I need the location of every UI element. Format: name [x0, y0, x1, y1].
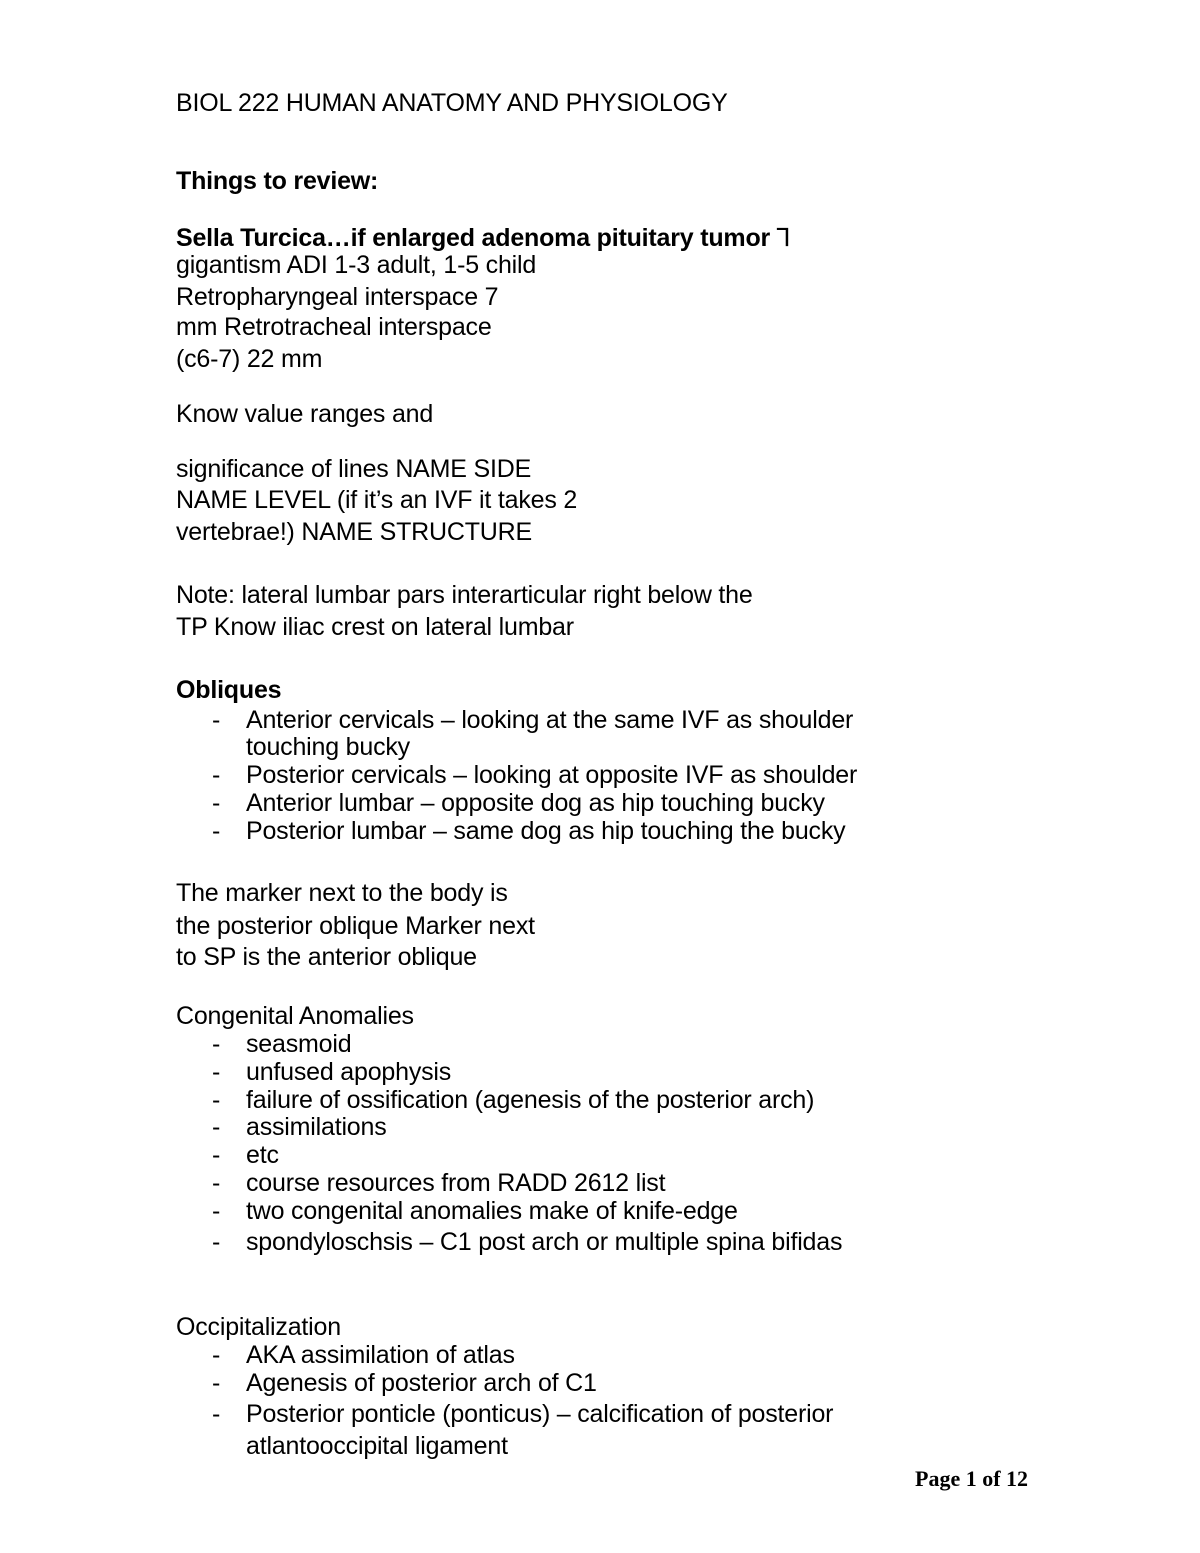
list-dash: - — [212, 706, 221, 734]
arrow-glyph: ⅂ — [776, 224, 791, 252]
retrotracheal-line: mm Retrotracheal interspace — [176, 313, 492, 341]
note-line: Note: lateral lumbar pars interarticular right below the — [176, 581, 753, 609]
list-dash: - — [212, 1369, 221, 1397]
obliques-heading: Obliques — [176, 676, 282, 704]
sella-turcica-line — [176, 224, 791, 252]
list-dash: - — [212, 1058, 221, 1086]
course-title: BIOL 222 HUMAN ANATOMY AND PHYSIOLOGY — [176, 89, 728, 117]
things-to-review-heading: Things to review: — [176, 167, 379, 195]
list-item: failure of ossification (agenesis of the posterior arch) — [246, 1086, 815, 1114]
retropharyngeal-line: Retropharyngeal interspace 7 — [176, 283, 499, 311]
name-level-line: NAME LEVEL (if it’s an IVF it takes 2 — [176, 486, 578, 514]
list-dash: - — [212, 1030, 221, 1058]
list-dash: - — [212, 761, 221, 789]
list-item: Agenesis of posterior arch of C1 — [246, 1369, 597, 1397]
list-dash: - — [212, 1400, 221, 1428]
marker-line: the posterior oblique Marker next — [176, 912, 535, 940]
list-dash: - — [212, 1228, 221, 1256]
know-value-ranges: Know value ranges and — [176, 400, 434, 428]
list-item: Posterior ponticle (ponticus) – calcification of posterior — [246, 1400, 834, 1428]
list-dash: - — [212, 789, 221, 817]
page-number: Page 1 of 12 — [915, 1466, 1029, 1491]
list-dash: - — [212, 1086, 221, 1114]
list-dash: - — [212, 1169, 221, 1197]
list-item: touching bucky — [246, 733, 410, 761]
marker-line: to SP is the anterior oblique — [176, 943, 477, 971]
list-item: seasmoid — [246, 1030, 352, 1058]
list-dash: - — [212, 1197, 221, 1225]
list-item: Posterior cervicals – looking at opposite IVF as shoulder — [246, 761, 858, 789]
list-item: spondyloschsis – C1 post arch or multiple spina bifidas — [246, 1228, 843, 1256]
c6-7-line: (c6-7) 22 mm — [176, 345, 323, 373]
list-dash: - — [212, 817, 221, 845]
list-dash: - — [212, 1113, 221, 1141]
occipitalization-heading: Occipitalization — [176, 1313, 341, 1341]
list-item: Posterior lumbar – same dog as hip touching the bucky — [246, 817, 846, 845]
list-item: course resources from RADD 2612 list — [246, 1169, 666, 1197]
tp-line: TP Know iliac crest on lateral lumbar — [176, 613, 574, 641]
marker-line: The marker next to the body is — [176, 879, 508, 907]
list-dash: - — [212, 1341, 221, 1369]
gigantism-line: gigantism ADI 1-3 adult, 1-5 child — [176, 251, 537, 279]
list-item: atlantooccipital ligament — [246, 1432, 508, 1460]
vertebrae-line: vertebrae!) NAME STRUCTURE — [176, 518, 532, 546]
list-dash: - — [212, 1141, 221, 1169]
list-item: Anterior lumbar – opposite dog as hip touching bucky — [246, 789, 825, 817]
list-item: Anterior cervicals – looking at the same IVF as shoulder — [246, 706, 854, 734]
list-item: unfused apophysis — [246, 1058, 452, 1086]
list-item: AKA assimilation of atlas — [246, 1341, 515, 1369]
congenital-heading: Congenital Anomalies — [176, 1002, 414, 1030]
sella-turcica-text: Sella Turcica…if enlarged adenoma pituitary tumor — [176, 224, 777, 252]
list-item: assimilations — [246, 1113, 387, 1141]
list-item: two congenital anomalies make of knife-edge — [246, 1197, 738, 1225]
significance-line: significance of lines NAME SIDE — [176, 455, 532, 483]
list-item: etc — [246, 1141, 279, 1169]
